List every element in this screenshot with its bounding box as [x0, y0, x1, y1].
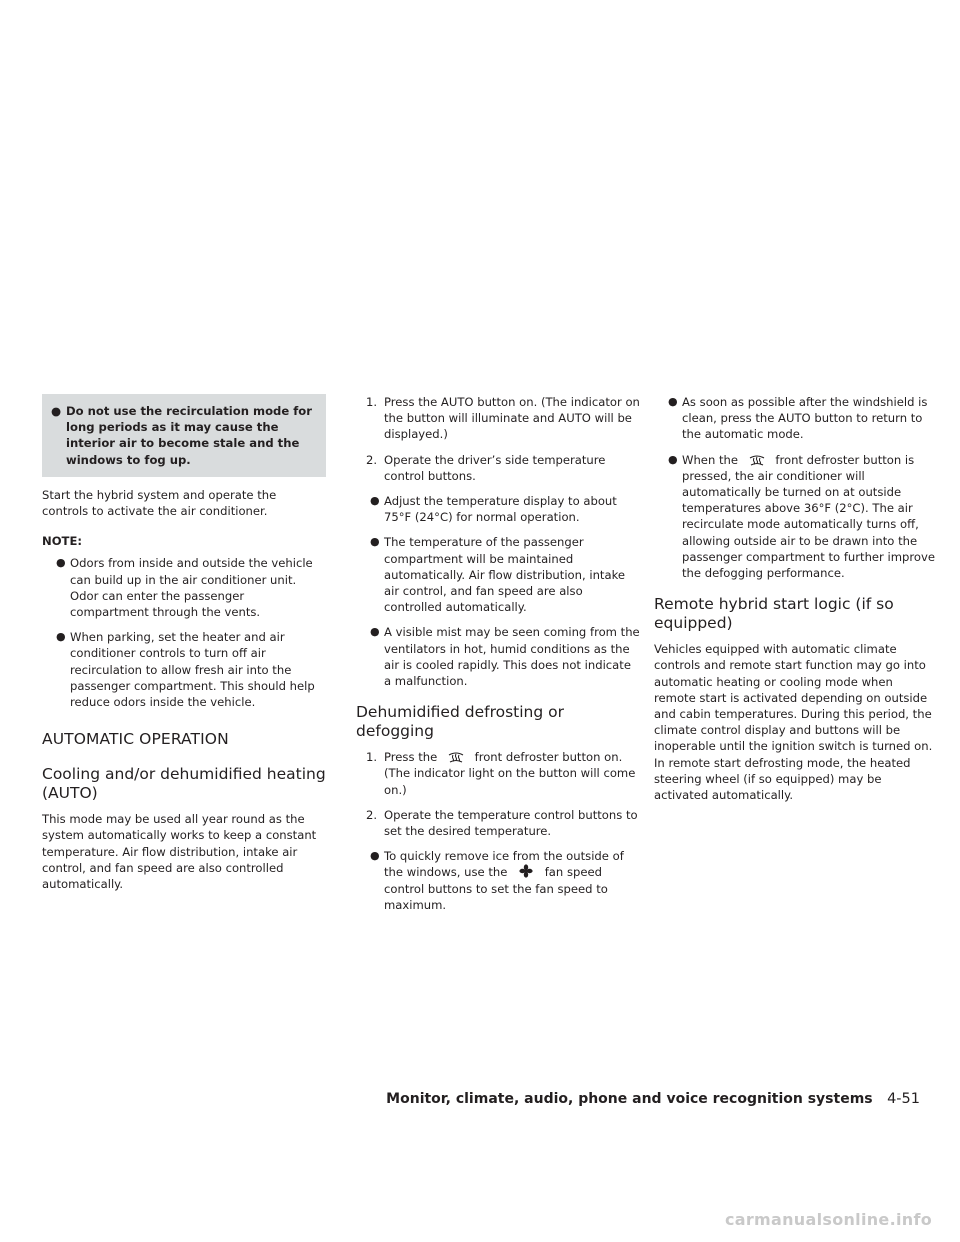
remote-title: Remote hybrid start logic (if so equipped) [654, 595, 894, 633]
watermark: carmanualsonline.info [724, 1210, 932, 1229]
bullet-marker: ● [56, 630, 66, 644]
bullet-marker: ● [370, 625, 380, 639]
defog-step [356, 807, 640, 839]
bullet-marker: ● [370, 494, 380, 508]
auto-bullet [356, 624, 640, 689]
step-number: 2. [366, 807, 378, 822]
auto-bullet-text: Adjust the temperature display to about 75°F (24°C) for normal operation. [384, 494, 617, 525]
warning-box [42, 394, 326, 477]
footer-chapter-title: Monitor, climate, audio, phone and voice recognition systems [386, 1091, 873, 1107]
bullet-marker: ● [668, 395, 678, 408]
defog-step-text: Operate the temperature control buttons to set the desired temperature. [384, 807, 638, 839]
auto-bullet [356, 493, 640, 525]
section-title: AUTOMATIC OPERATION [42, 730, 229, 749]
page-footer [386, 1090, 920, 1108]
defog-step-post: front defroster button on. (The indicator light on the button will come on.) [384, 750, 636, 797]
step-number: 1. [366, 395, 378, 409]
column-left [42, 394, 326, 892]
defog-bullet [654, 394, 938, 443]
auto-bullet [356, 534, 640, 615]
step-text: Press the AUTO button on. (The indicator on the button will illuminate and AUTO will be displayed.) [384, 395, 640, 442]
warning-text: Do not use the recirculation mode for long periods as it may cause the interior air to become stale and the windows to fog up. [66, 404, 312, 467]
note-bullet [42, 555, 326, 620]
defog-step-text [384, 749, 640, 798]
defog-bullet-text [682, 452, 938, 582]
page-number: 4-51 [887, 1091, 920, 1107]
step-number: 2. [366, 452, 378, 467]
note-label: NOTE: [42, 534, 83, 549]
column-middle [356, 394, 640, 922]
note-bullet-text: Odors from inside and outside the vehicle can build up in the air conditioner unit. Odor can enter the passenger compartment through the vents. [70, 556, 313, 620]
warning-bullet: ● [51, 404, 62, 418]
step-item [356, 452, 640, 484]
defog-bullet [356, 848, 640, 913]
step-text: Operate the driver’s side temperature control buttons. [384, 452, 606, 483]
step-number: 1. [366, 750, 378, 765]
bullet-marker: ● [668, 452, 678, 466]
auto-bullet-text: The temperature of the passenger compartment will be maintained automatically. Air flow distribution, intake air control, and fan speed are also controlled automatically. [384, 535, 626, 615]
defog-bullet-text: As soon as possible after the windshield is clean, press the AUTO button to return to the automatic mode. [682, 395, 928, 442]
remote-text: Vehicles equipped with automatic climate controls and remote start function may go into automatic heating or cooling mode when remote start is activated depending on outside and cabin temperatures. During this period, the climate control display and buttons will be inoperable until the ignition switch is turned on. In remote start defrosting mode, the heated steering wheel (if so equipped) may be activated automatically. [654, 642, 933, 803]
bullet-marker: ● [370, 849, 380, 863]
defog-bullet-post: front defroster button is pressed, the air conditioner will automatically be turned on at outside temperatures above 36°F (2°C). The air recirculate mode automatically turns off, allowing outside air to be drawn into the passenger compartment to further improve the defogging performance. [682, 452, 935, 581]
fan-icon [511, 864, 541, 878]
defog-bullet [654, 452, 938, 582]
note-bullet-text: When parking, set the heater and air conditioner controls to turn off air recirculation to allow fresh air into the passenger compartment. This should help reduce odors inside the vehicle. [70, 630, 315, 710]
front-defroster-icon [441, 750, 471, 764]
defog-step-pre: Press the [384, 750, 438, 765]
bullet-marker: ● [56, 556, 66, 570]
note-bullet [42, 629, 326, 710]
subsection-title: Cooling and/or dehumidified heating (AUTO) [42, 765, 326, 803]
column-right [654, 394, 938, 803]
intro-text: Start the hybrid system and operate the controls to activate the air conditioner. [42, 487, 277, 519]
front-defroster-icon [742, 453, 772, 467]
defog-title: Dehumidified defrosting or defogging [356, 703, 564, 741]
defog-bullet-pre: To quickly remove ice from the outside of the windows, use the [384, 849, 624, 880]
step-item [356, 394, 640, 443]
defog-bullet-post: fan speed control buttons to set the fan speed to maximum. [384, 865, 608, 912]
auto-text: This mode may be used all year round as the system automatically works to keep a constant temperature. Air flow distribution, intake air control, and fan speed are also controlled automatically. [42, 812, 317, 892]
bullet-marker: ● [370, 535, 380, 549]
defog-bullet-pre: When the [682, 452, 739, 467]
defog-bullet-text [384, 848, 640, 913]
defog-step [356, 749, 640, 798]
auto-bullet-text: A visible mist may be seen coming from the ventilators in hot, humid conditions as the air is cooled rapidly. This does not indicate a malfunction. [384, 625, 640, 689]
